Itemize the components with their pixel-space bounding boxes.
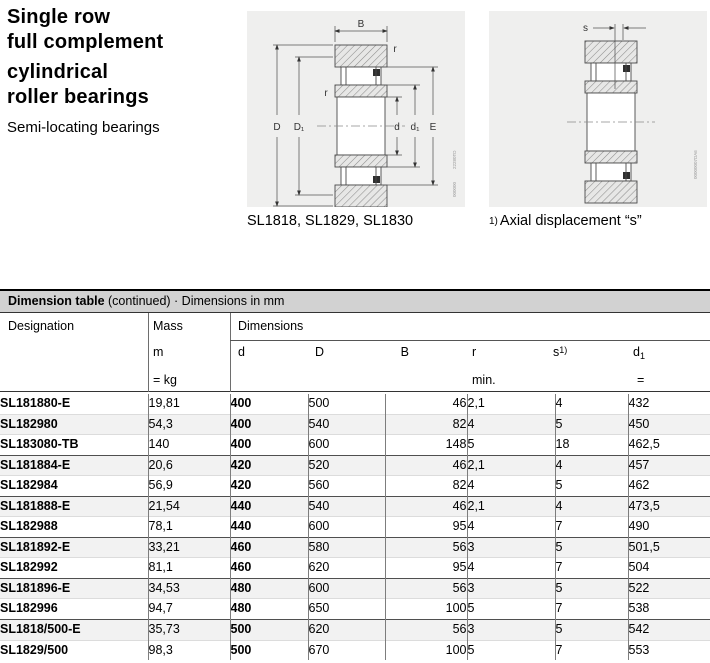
dimension-table-bar [0, 289, 710, 313]
cell-s: 5 [555, 620, 628, 641]
cell-d1: 473,5 [628, 496, 710, 517]
cell-B: 56 [385, 537, 467, 558]
drawing-code: 00000007DA6 [693, 150, 698, 179]
table-row [0, 620, 710, 641]
cell-d: 420 [230, 455, 308, 476]
cell-designation: SL182988 [0, 519, 58, 534]
cell-d: 420 [230, 476, 308, 497]
bearing-drawing-2 [489, 11, 707, 207]
cell-D: 600 [308, 517, 385, 538]
cell-B: 100 [385, 640, 467, 660]
cell-s: 5 [555, 476, 628, 497]
cell-D: 600 [308, 578, 385, 599]
cell-s: 7 [555, 517, 628, 538]
cell-d: 480 [230, 599, 308, 620]
cell-r: 3 [467, 537, 555, 558]
cell-designation: SL181888-E [0, 498, 71, 513]
table-row [0, 517, 710, 538]
cell-d1: 462,5 [628, 435, 710, 456]
dim-label-d1: d₁ [410, 122, 420, 133]
cell-designation: SL181892-E [0, 539, 71, 554]
cell-B: 82 [385, 476, 467, 497]
page-title-line: cylindrical [7, 61, 109, 83]
table-row [0, 496, 710, 517]
cell-r: 4 [467, 476, 555, 497]
cell-d: 440 [230, 517, 308, 538]
header-col-d1: $d_1$ [633, 345, 645, 361]
cell-s: 4 [555, 394, 628, 414]
table-header [0, 313, 710, 392]
cell-mass: 81,1 [148, 558, 230, 579]
cell-D: 540 [308, 414, 385, 435]
cell-r: 5 [467, 599, 555, 620]
figure-bearing-section [247, 11, 465, 230]
table-row [0, 599, 710, 620]
drawing-code: 22280TD [452, 150, 457, 169]
cell-d: 500 [230, 620, 308, 641]
cell-D: 620 [308, 558, 385, 579]
table-row [0, 537, 710, 558]
page-title-line: full complement [7, 31, 164, 53]
cell-designation: SL1818/500-E [0, 622, 81, 637]
cell-B: 46 [385, 455, 467, 476]
cell-mass: 56,9 [148, 476, 230, 497]
page-title-line: Single row [7, 6, 111, 28]
cell-d1: 553 [628, 640, 710, 660]
table-row [0, 640, 710, 660]
cell-d1: 462 [628, 476, 710, 497]
cell-d: 500 [230, 640, 308, 660]
figure-caption-text: Axial displacement “s” [499, 213, 642, 229]
header-d1-eq: = [637, 373, 645, 387]
cell-s: 5 [555, 414, 628, 435]
cell-d: 480 [230, 578, 308, 599]
cell-r: 2,1 [467, 455, 555, 476]
cell-mass: 94,7 [148, 599, 230, 620]
table-row [0, 394, 710, 414]
cell-d1: 490 [628, 517, 710, 538]
cell-r: 5 [467, 640, 555, 660]
page-title-line: roller bearings [7, 86, 149, 108]
cell-D: 540 [308, 496, 385, 517]
cell-mass: 34,53 [148, 578, 230, 599]
cell-D: 560 [308, 476, 385, 497]
cell-r: 2,1 [467, 496, 555, 517]
figure-caption: SL1818, SL1829, SL1830 [247, 213, 414, 229]
cell-B: 95 [385, 517, 467, 538]
page-header [7, 5, 163, 136]
dim-label-r-side: r [324, 88, 328, 99]
header-designation: Designation [8, 319, 75, 333]
cell-mass: 35,73 [148, 620, 230, 641]
footnote-marker: 1) [489, 216, 498, 227]
table-row [0, 455, 710, 476]
drawing-panel [489, 11, 707, 207]
cell-d1: 450 [628, 414, 710, 435]
cell-d: 400 [230, 394, 308, 414]
cell-s: 4 [555, 455, 628, 476]
cell-d1: 501,5 [628, 537, 710, 558]
cell-designation: SL182992 [0, 560, 58, 575]
figure-axial-displacement [489, 11, 707, 231]
cell-s: 7 [555, 599, 628, 620]
cell-mass: 21,54 [148, 496, 230, 517]
cell-designation: SL182984 [0, 478, 58, 493]
bearing-drawing-1 [247, 11, 465, 207]
dim-label-E: E [429, 122, 437, 133]
cell-mass: 54,3 [148, 414, 230, 435]
cell-designation: SL182996 [0, 601, 58, 616]
dim-label-r-top: r [393, 44, 397, 55]
header-col-s: $s^{1)}$ [553, 345, 568, 359]
cell-d1: 432 [628, 394, 710, 414]
cell-D: 650 [308, 599, 385, 620]
header-col-B: B [400, 345, 409, 359]
cell-D: 500 [308, 394, 385, 414]
cell-d: 400 [230, 414, 308, 435]
header-r-min: min. [472, 373, 496, 387]
cell-s: 18 [555, 435, 628, 456]
cell-r: 3 [467, 578, 555, 599]
cell-designation: SL181896-E [0, 580, 71, 595]
cell-d1: 457 [628, 455, 710, 476]
cell-r: 2,1 [467, 394, 555, 414]
cell-mass: 33,21 [148, 537, 230, 558]
cell-designation: SL1829/500 [0, 642, 69, 657]
header-col-d: d [238, 345, 245, 359]
cell-d: 400 [230, 435, 308, 456]
cell-s: 5 [555, 578, 628, 599]
cell-r: 3 [467, 620, 555, 641]
cell-r: 4 [467, 414, 555, 435]
cell-mass: 20,6 [148, 455, 230, 476]
cell-designation: SL182980 [0, 416, 58, 431]
dimension-table [0, 394, 710, 660]
cell-designation: SL181880-E [0, 396, 71, 410]
table-row [0, 435, 710, 456]
cell-mass: 78,1 [148, 517, 230, 538]
cell-B: 148 [385, 435, 467, 456]
header-mass-unit: = kg [153, 373, 177, 387]
cell-B: 95 [385, 558, 467, 579]
cell-d1: 538 [628, 599, 710, 620]
cell-mass: 140 [148, 435, 230, 456]
table-row [0, 578, 710, 599]
cell-d: 460 [230, 537, 308, 558]
dim-label-D1: D₁ [293, 122, 305, 133]
dim-label-D: D [273, 122, 281, 133]
dim-label-s: s [583, 23, 588, 34]
cell-s: 4 [555, 496, 628, 517]
dimensions-underline [230, 340, 710, 341]
cell-d1: 504 [628, 558, 710, 579]
cell-D: 620 [308, 620, 385, 641]
figure-caption [489, 212, 707, 231]
cell-B: 46 [385, 496, 467, 517]
cell-d: 460 [230, 558, 308, 579]
table-row [0, 558, 710, 579]
cell-D: 670 [308, 640, 385, 660]
column-divider [148, 313, 149, 392]
header-mass: Mass [153, 319, 183, 333]
dimension-table-bar-title: Dimension table [8, 294, 105, 308]
cell-D: 600 [308, 435, 385, 456]
cell-d1: 522 [628, 578, 710, 599]
cell-r: 4 [467, 517, 555, 538]
cell-s: 7 [555, 558, 628, 579]
header-col-r: r [472, 345, 477, 359]
cell-B: 100 [385, 599, 467, 620]
cell-r: 5 [467, 435, 555, 456]
dimension-table-bar-subtitle: (continued) · Dimensions in mm [104, 294, 285, 308]
cell-B: 82 [385, 414, 467, 435]
cell-d1: 542 [628, 620, 710, 641]
column-divider [230, 313, 231, 392]
drawing-code-2: 000000 [452, 181, 457, 197]
dim-label-B: B [357, 19, 365, 30]
cell-B: 56 [385, 578, 467, 599]
cell-D: 520 [308, 455, 385, 476]
cell-s: 5 [555, 537, 628, 558]
table-row [0, 414, 710, 435]
cell-r: 4 [467, 558, 555, 579]
page-subtitle: Semi-locating bearings [7, 119, 160, 136]
drawing-panel [247, 11, 465, 207]
cell-D: 580 [308, 537, 385, 558]
cell-designation: SL183080-TB [0, 437, 79, 452]
cell-d: 440 [230, 496, 308, 517]
dim-label-d: d [394, 122, 400, 133]
header-dimensions: Dimensions [238, 319, 304, 333]
cell-mass: 98,3 [148, 640, 230, 660]
cell-s: 7 [555, 640, 628, 660]
cell-B: 56 [385, 620, 467, 641]
header-mass-symbol: m [153, 345, 164, 359]
header-col-D: D [315, 345, 325, 359]
cell-mass: 19,81 [148, 394, 230, 414]
cell-designation: SL181884-E [0, 457, 71, 472]
table-row [0, 476, 710, 497]
cell-B: 46 [385, 394, 467, 414]
